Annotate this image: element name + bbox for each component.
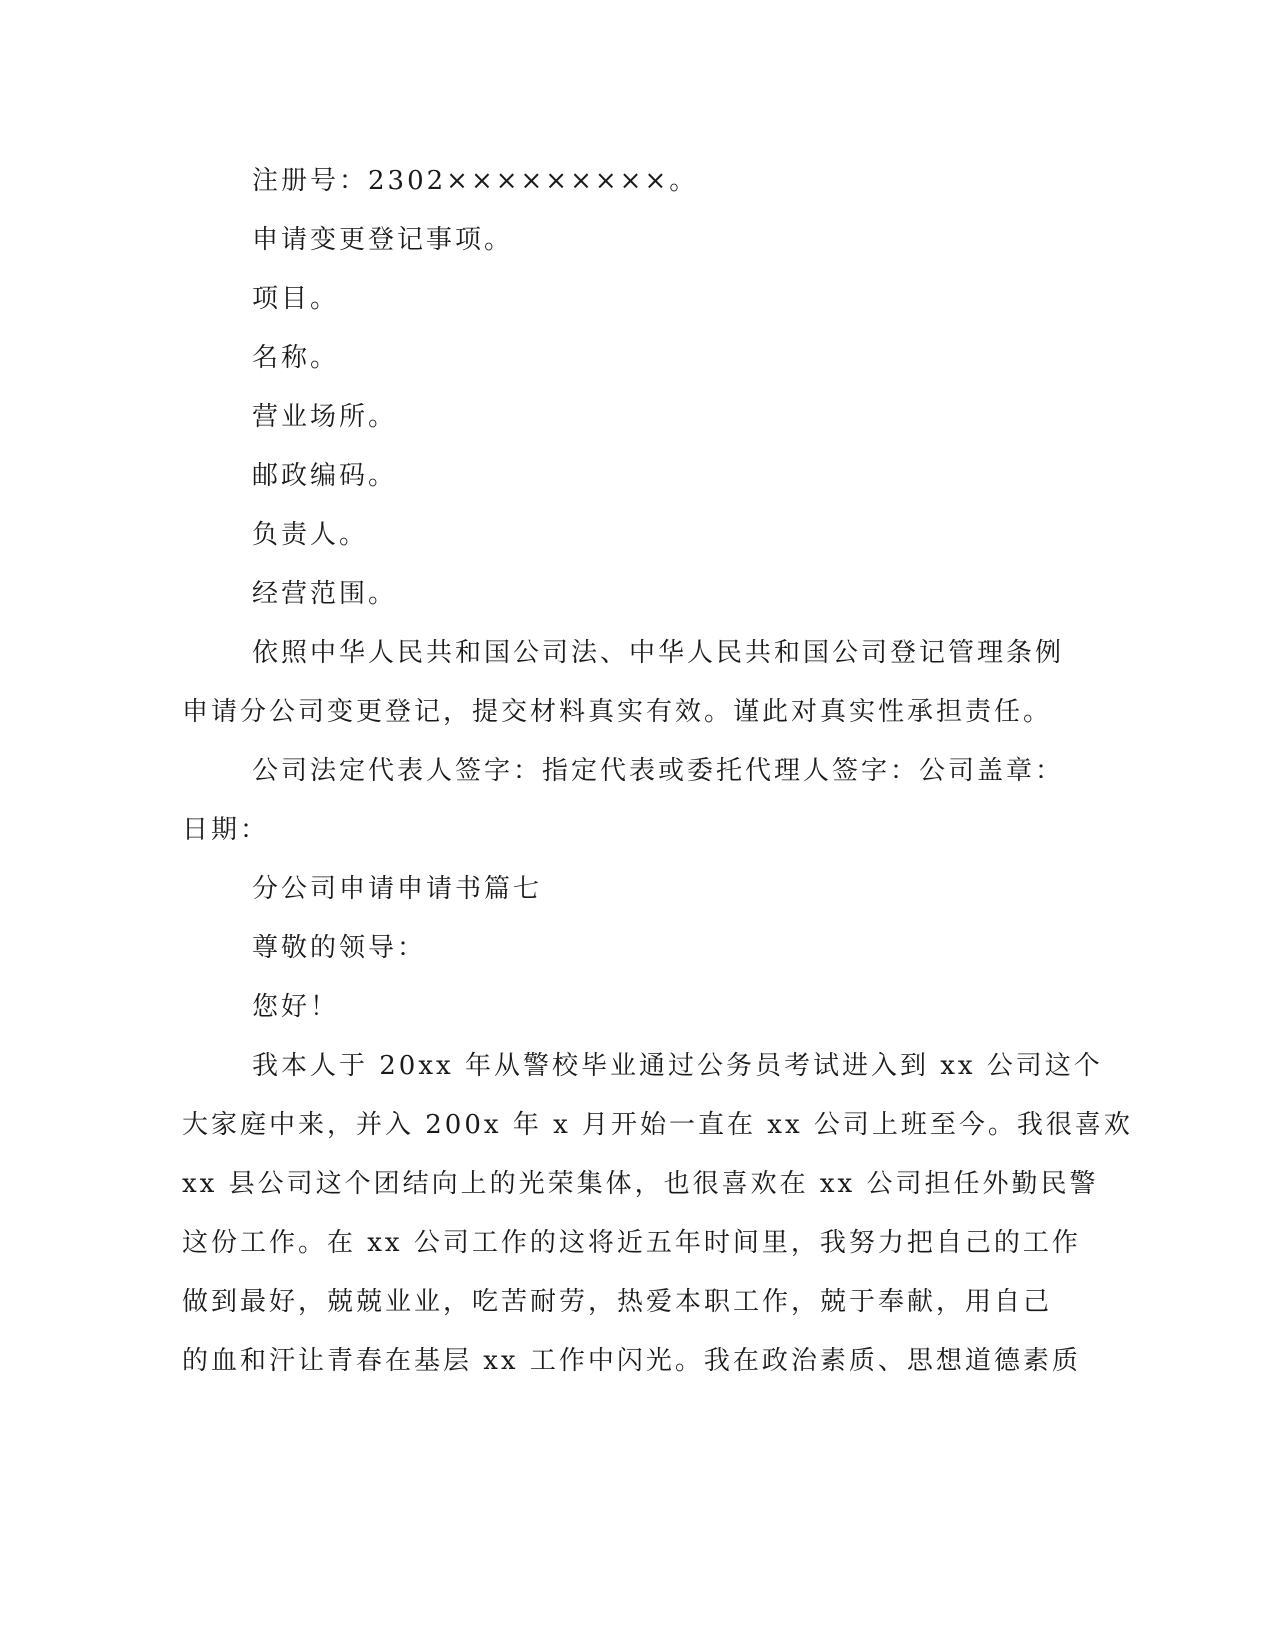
greeting: 您好！ [252,992,340,1022]
legal-basis-line-1: 依照中华人民共和国公司法、中华人民共和国公司登记管理条例 [252,638,1065,668]
legal-basis-line-2: 申请分公司变更登记，提交材料真实有效。谨此对真实性承担责任。 [182,697,1053,727]
responsible-person-line: 负责人。 [252,520,369,550]
date-line: 日期： [182,815,270,845]
postal-code-line: 邮政编码。 [252,461,398,491]
body-paragraph-line-3: xx 县公司这个团结向上的光荣集体，也很喜欢在 xx 公司担任外勤民警 [182,1169,1099,1199]
body-paragraph-line-1: 我本人于 20xx 年从警校毕业通过公务员考试进入到 xx 公司这个 [252,1051,1103,1081]
item-line: 项目。 [252,284,340,314]
body-paragraph-line-2: 大家庭中来，并入 200x 年 x 月开始一直在 xx 公司上班至今。我很喜欢 [182,1110,1133,1140]
body-paragraph-line-6: 的血和汗让青春在基层 xx 工作中闪光。我在政治素质、思想道德素质 [182,1346,1081,1376]
registration-number-line: 注册号：2302×××××××××。 [252,166,699,196]
business-place-line: 营业场所。 [252,402,398,432]
name-line: 名称。 [252,343,340,373]
change-items-line: 申请变更登记事项。 [252,225,514,255]
signature-line: 公司法定代表人签字：指定代表或委托代理人签字：公司盖章： [252,756,1065,786]
body-paragraph-line-4: 这份工作。在 xx 公司工作的这将近五年时间里，我努力把自己的工作 [182,1228,1081,1258]
body-paragraph-line-5: 做到最好，兢兢业业，吃苦耐劳，热爱本职工作，兢于奉献，用自己 [182,1287,1053,1317]
salutation: 尊敬的领导： [252,933,427,963]
section-heading: 分公司申请申请书篇七 [252,874,543,904]
business-scope-line: 经营范围。 [252,579,398,609]
